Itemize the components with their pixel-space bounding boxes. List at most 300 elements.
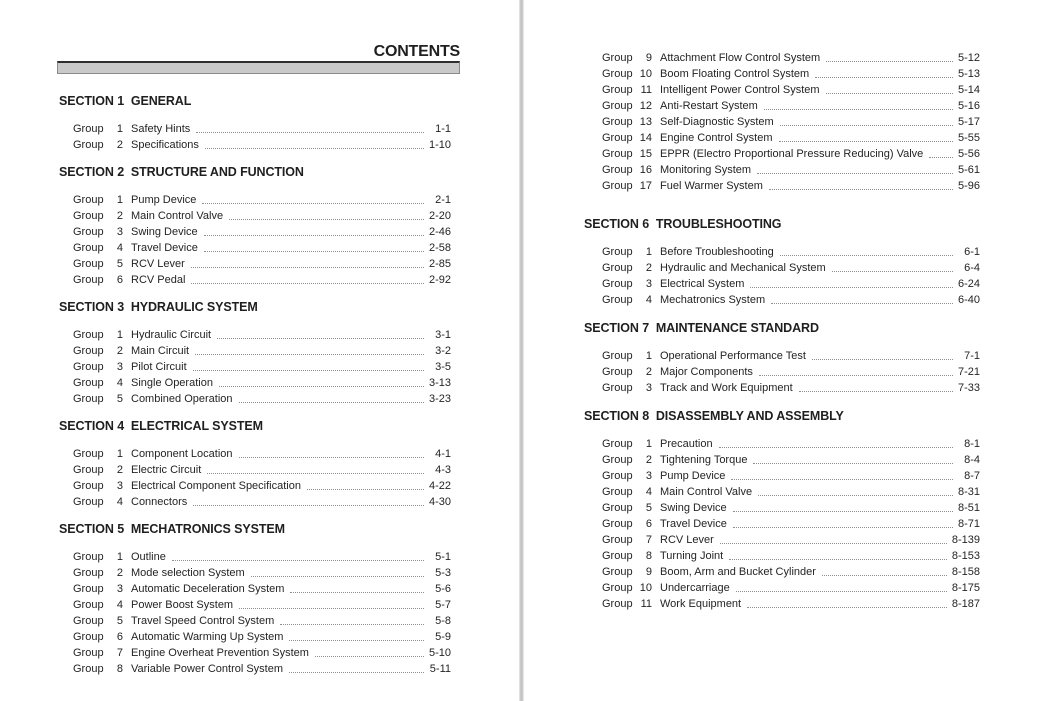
section-heading: SECTION 7 MAINTENANCE STANDARD [584,321,819,335]
group-label: Group [73,139,104,151]
group-title: Travel Device [131,242,198,254]
section-rows [57,327,460,407]
group-title: Precaution [660,438,713,450]
toc-row [73,462,460,478]
group-label: Group [73,123,104,135]
page-number: 5-7 [435,599,451,611]
group-title: Pump Device [131,194,197,206]
page-number: 5-8 [435,615,451,627]
page-number: 1-10 [428,139,451,151]
group-number: 3 [645,382,652,394]
dot-leader [826,93,953,94]
page-number: 5-6 [435,583,451,595]
group-label: Group [602,550,633,562]
toc-row [602,500,981,516]
group-label: Group [602,262,633,274]
toc-row [73,581,460,597]
toc-section [584,218,981,308]
dot-leader [229,219,424,220]
page-number: 3-13 [428,377,451,389]
dot-leader [832,271,953,272]
page-number: 5-16 [957,100,980,112]
toc-row [602,348,981,364]
group-label: Group [602,534,633,546]
page-number: 5-55 [957,132,980,144]
group-label: Group [602,68,633,80]
page-number: 5-12 [957,52,980,64]
group-title: Anti-Restart System [660,100,758,112]
toc-row [602,548,981,564]
toc-row [73,375,460,391]
page-number: 5-10 [428,647,451,659]
page-number: 3-2 [435,345,451,357]
dot-leader [217,338,424,339]
dot-leader [251,576,424,577]
group-title: Pump Device [660,470,726,482]
group-number: 4 [645,486,652,498]
group-title: Variable Power Control System [131,663,284,675]
toc-row [73,565,460,581]
toc-row [602,260,981,276]
group-label: Group [73,345,104,357]
section-rows [584,348,981,396]
group-number: 10 [639,582,652,594]
group-label: Group [602,438,633,450]
toc-row [73,494,460,510]
toc-row [73,613,460,629]
page-number: 7-1 [964,350,980,362]
dot-leader [193,370,424,371]
toc-row [602,244,981,260]
dot-leader [769,189,953,190]
contents-title-bar [57,61,460,74]
page-number: 8-139 [951,534,980,546]
section-rows [584,50,981,194]
group-label: Group [602,502,633,514]
toc-section [57,523,460,677]
group-number: 12 [639,100,652,112]
group-title: Track and Work Equipment [660,382,793,394]
group-title: Component Location [131,448,233,460]
group-title: EPPR (Electro Proportional Pressure Reducing) Valve [660,148,924,160]
dot-leader [731,479,953,480]
dot-leader [191,283,424,284]
group-label: Group [602,518,633,530]
group-label: Group [602,382,633,394]
page-number: 5-56 [957,148,980,160]
section-rows [57,446,460,510]
page-number: 5-9 [435,631,451,643]
toc-row [602,66,981,82]
dot-leader [290,592,424,593]
toc-row [602,50,981,66]
page-number: 2-1 [435,194,451,206]
group-title: Pilot Circuit [131,361,187,373]
dot-leader [733,511,953,512]
group-title: Undercarriage [660,582,730,594]
group-title: Work Equipment [660,598,742,610]
toc-row [602,178,981,194]
page-number: 4-3 [435,464,451,476]
toc-row [73,256,460,272]
group-title: Before Troubleshooting [660,246,774,258]
contents-title: CONTENTS [373,43,460,60]
group-title: Mechatronics System [660,294,766,306]
group-label: Group [73,480,104,492]
dot-leader [239,457,424,458]
dot-leader [204,235,424,236]
group-title: Engine Control System [660,132,773,144]
page-number: 6-24 [957,278,980,290]
page-number: 5-11 [429,663,451,675]
group-number: 14 [639,132,652,144]
group-number: 8 [645,550,652,562]
group-label: Group [602,566,633,578]
page-number: 8-51 [957,502,980,514]
page-left [57,40,460,677]
group-title: Swing Device [660,502,727,514]
group-label: Group [73,663,104,675]
group-title: Hydraulic Circuit [131,329,212,341]
section-rows [57,192,460,288]
page-number: 3-23 [428,393,451,405]
toc-section [57,420,460,510]
group-title: Electrical Component Specification [131,480,301,492]
group-number: 1 [116,123,123,135]
dot-leader [172,560,424,561]
group-number: 4 [645,294,652,306]
toc-row [602,516,981,532]
toc-row [73,208,460,224]
group-title: Electrical System [660,278,745,290]
group-number: 6 [116,274,123,286]
toc-row [73,240,460,256]
dot-leader [207,473,424,474]
page-number: 2-20 [428,210,451,222]
dot-leader [753,463,953,464]
group-label: Group [73,496,104,508]
toc-row [602,130,981,146]
group-title: RCV Lever [660,534,714,546]
group-label: Group [73,599,104,611]
dot-leader [280,624,424,625]
dot-leader [929,157,953,158]
group-label: Group [73,567,104,579]
group-title: Major Components [660,366,753,378]
section-rows [57,121,460,153]
group-number: 15 [639,148,652,160]
group-label: Group [73,377,104,389]
page-number: 5-1 [435,551,451,563]
toc-row [73,343,460,359]
group-number: 3 [116,480,123,492]
page-number: 6-40 [957,294,980,306]
group-label: Group [602,582,633,594]
group-number: 4 [116,496,123,508]
toc-row [73,645,460,661]
dot-leader [239,402,424,403]
group-label: Group [73,551,104,563]
toc-row [602,276,981,292]
page-number: 6-4 [964,262,980,274]
dot-leader [239,608,424,609]
toc-row [73,224,460,240]
toc-section [584,322,981,396]
section-rows [584,436,981,612]
group-number: 2 [645,454,652,466]
page-number: 6-1 [964,246,980,258]
group-number: 2 [645,262,652,274]
toc-row [602,564,981,580]
group-number: 2 [116,567,123,579]
dot-leader [771,303,953,304]
section-heading: SECTION 2 STRUCTURE AND FUNCTION [59,165,304,179]
group-number: 2 [116,139,123,151]
page-number: 2-92 [428,274,451,286]
toc-row [602,98,981,114]
group-label: Group [73,274,104,286]
section-heading: SECTION 4 ELECTRICAL SYSTEM [59,419,263,433]
group-label: Group [602,164,633,176]
group-number: 5 [116,615,123,627]
group-title: Monitoring System [660,164,752,176]
toc-row [73,597,460,613]
page-number: 8-158 [951,566,980,578]
group-number: 3 [116,583,123,595]
dot-leader [747,607,947,608]
group-title: Automatic Deceleration System [131,583,285,595]
group-number: 3 [645,278,652,290]
section-heading: SECTION 6 TROUBLESHOOTING [584,217,782,231]
page-number: 5-13 [957,68,980,80]
toc-row [73,192,460,208]
dot-leader [779,141,953,142]
page-number: 8-153 [951,550,980,562]
group-title: Turning Joint [660,550,724,562]
dot-leader [759,375,953,376]
page-number: 5-17 [957,116,980,128]
group-title: Tightening Torque [660,454,748,466]
group-number: 4 [116,242,123,254]
section-heading: SECTION 1 GENERAL [59,94,192,108]
toc-row [602,580,981,596]
toc-row [602,452,981,468]
group-title: Operational Performance Test [660,350,806,362]
group-title: Safety Hints [131,123,191,135]
page-number: 5-14 [957,84,980,96]
group-number: 7 [116,647,123,659]
group-label: Group [602,350,633,362]
page-number: 8-7 [964,470,980,482]
dot-leader [764,109,953,110]
group-number: 3 [645,470,652,482]
dot-leader [758,495,953,496]
group-number: 8 [116,663,123,675]
group-number: 1 [116,194,123,206]
page-number: 8-1 [964,438,980,450]
dot-leader [719,447,953,448]
toc-row [73,549,460,565]
group-label: Group [602,132,633,144]
dot-leader [195,354,424,355]
toc-row [73,629,460,645]
group-label: Group [602,454,633,466]
page-number: 2-46 [428,226,451,238]
group-number: 11 [640,84,652,96]
dot-leader [307,489,424,490]
group-number: 10 [639,68,652,80]
group-label: Group [602,470,633,482]
group-number: 17 [639,180,652,192]
group-label: Group [73,226,104,238]
dot-leader [196,132,424,133]
dot-leader [219,386,424,387]
group-title: Main Control Valve [131,210,224,222]
group-title: Engine Overheat Prevention System [131,647,309,659]
page-number: 8-31 [957,486,980,498]
toc-row [73,137,460,153]
group-title: Boom, Arm and Bucket Cylinder [660,566,816,578]
toc-row [73,327,460,343]
toc-row [602,82,981,98]
dot-leader [289,672,424,673]
group-title: Swing Device [131,226,198,238]
dot-leader [826,61,953,62]
page-number: 7-21 [957,366,980,378]
toc-row [602,292,981,308]
group-label: Group [73,194,104,206]
group-label: Group [602,598,633,610]
toc-row [73,272,460,288]
dot-leader [799,391,953,392]
group-label: Group [73,210,104,222]
group-number: 6 [645,518,652,530]
group-number: 1 [116,329,123,341]
group-title: RCV Lever [131,258,185,270]
right-page-sections [584,50,981,612]
toc-section [584,50,981,194]
group-number: 1 [116,448,123,460]
group-number: 4 [116,377,123,389]
dot-leader [736,591,947,592]
dot-leader [750,287,953,288]
group-title: Combined Operation [131,393,233,405]
toc-row [602,162,981,178]
group-number: 1 [645,438,652,450]
section-rows [584,244,981,308]
group-label: Group [602,84,633,96]
toc-row [602,436,981,452]
page-number: 8-175 [951,582,980,594]
dot-leader [757,173,953,174]
dot-leader [193,505,424,506]
page-right [584,40,981,612]
group-number: 13 [639,116,652,128]
group-number: 5 [116,393,123,405]
group-title: RCV Pedal [131,274,186,286]
group-number: 1 [645,350,652,362]
group-label: Group [73,631,104,643]
dot-leader [204,251,424,252]
group-number: 3 [116,226,123,238]
group-label: Group [602,116,633,128]
toc-row [73,478,460,494]
page-number: 5-96 [957,180,980,192]
group-number: 16 [639,164,652,176]
dot-leader [780,255,953,256]
toc-section [57,95,460,153]
page-divider [519,0,524,701]
group-label: Group [73,258,104,270]
section-heading: SECTION 3 HYDRAULIC SYSTEM [59,300,258,314]
group-title: Fuel Warmer System [660,180,763,192]
group-title: Mode selection System [131,567,245,579]
toc-row [73,661,460,677]
group-title: Power Boost System [131,599,234,611]
toc-row [602,380,981,396]
page-number: 3-5 [435,361,451,373]
group-label: Group [602,246,633,258]
group-title: Connectors [131,496,188,508]
group-number: 7 [645,534,652,546]
group-label: Group [73,647,104,659]
group-title: Self-Diagnostic System [660,116,774,128]
group-number: 2 [116,210,123,222]
dot-leader [822,575,947,576]
group-label: Group [73,361,104,373]
toc-row [602,364,981,380]
page-number: 8-4 [964,454,980,466]
group-title: Single Operation [131,377,213,389]
dot-leader [720,543,947,544]
group-number: 2 [116,464,123,476]
page-number: 7-33 [957,382,980,394]
dot-leader [202,203,424,204]
group-number: 3 [116,361,123,373]
group-label: Group [602,100,633,112]
group-title: Electric Circuit [131,464,202,476]
group-title: Travel Speed Control System [131,615,275,627]
dot-leader [733,527,953,528]
toc-row [73,391,460,407]
group-title: Outline [131,551,166,563]
group-label: Group [602,294,633,306]
dot-leader [289,640,424,641]
page-number: 2-58 [428,242,451,254]
toc-row [602,114,981,130]
section-heading: SECTION 8 DISASSEMBLY AND ASSEMBLY [584,409,844,423]
group-label: Group [73,242,104,254]
group-title: Main Control Valve [660,486,753,498]
section-heading: SECTION 5 MECHATRONICS SYSTEM [59,522,285,536]
dot-leader [191,267,424,268]
group-label: Group [602,278,633,290]
page-number: 2-85 [428,258,451,270]
group-label: Group [602,148,633,160]
dot-leader [315,656,424,657]
group-label: Group [73,393,104,405]
group-number: 1 [116,551,123,563]
page-number: 3-1 [435,329,451,341]
group-number: 9 [645,566,652,578]
dot-leader [815,77,953,78]
group-number: 2 [645,366,652,378]
page-number: 8-187 [951,598,980,610]
group-number: 1 [645,246,652,258]
page-number: 8-71 [957,518,980,530]
page-number: 5-61 [957,164,980,176]
page-number: 1-1 [435,123,451,135]
